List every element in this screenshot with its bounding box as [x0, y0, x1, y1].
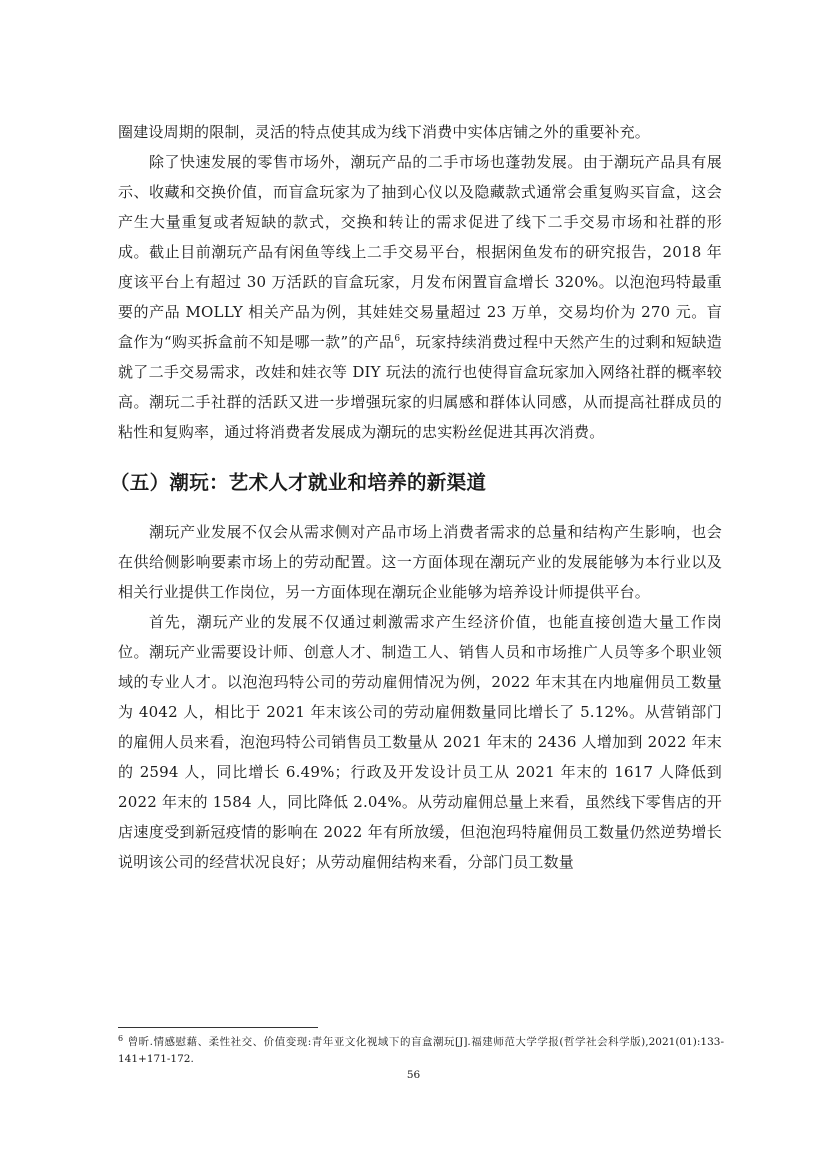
- footnote-divider: [118, 1027, 318, 1028]
- paragraph-secondhand-text: 除了快速发展的零售市场外，潮玩产品的二手市场也蓬勃发展。由于潮玩产品具有展示、收藏和交换价值，而盲盒玩家为了抽到心仪以及隐藏款式通常会重复购买盲盒，这会产生大量重复或者短缺的款式，交换和转让的需求促进了线下二手交易市场和社群的形成。截止目前潮玩产品有闲鱼等线上二手交易平台，根据闲鱼发布的研究报告，2018 年度该平台上有超过 30 万活跃的盲盒玩家，月发布闲置盲盒增长 320%。以泡泡玛特最重要的产品 MOLLY 相关产品为例，其娃娃交易量超过 23 万单，交易均价为 270 元。盲盒作为“购买拆盒前不知是哪一款”的产品: [118, 153, 722, 351]
- footnote-reference: 6: [394, 334, 401, 344]
- paragraph-secondhand-market: [118, 147, 722, 447]
- footnote-marker: 6: [118, 1033, 124, 1043]
- body-text: [110, 117, 723, 877]
- paragraph-employment: 首先，潮玩产业的发展不仅通过刺激需求产生经济价值，也能直接创造大量工作岗位。潮玩产业需要设计师、创意人才、制造工人、销售人员和市场推广人员等多个职业领域的专业人才。以泡泡玛特公司的劳动雇佣情况为例，2022 年末其在内地雇佣员工数量为 4042 人，相比于 2021 年末该公司的劳动雇佣数量同比增长了 5.12%。从营销部门的雇佣人员来看，泡泡玛特公司销售员工数量从 2021 年末的 2436 人增加到 2022 年末的 2594 人，同比增长 6.49%；行政及开发设计员工从 2021 年末的 1617 人降低到 2022 年末的 1584 人，同比降低 2.04%。从劳动雇佣总量上来看，虽然线下零售店的开店速度受到新冠疫情的影响在 2022 年有所放缓，但泡泡玛特雇佣员工数量仍然逆势增长说明该公司的经营状况良好；从劳动雇佣结构来看，分部门员工数量: [118, 613, 722, 871]
- paragraph-labor-allocation: 潮玩产业发展不仅会从需求侧对产品市场上消费者需求的总量和结构产生影响，也会在供给侧影响要素市场上的劳动配置。这一方面体现在潮玩产业的发展能够为本行业以及相关行业提供工作岗位，另一方面体现在潮玩企业能够为培养设计师提供平台。: [118, 523, 722, 601]
- paragraph-secondhand-text-cont: ，玩家持续消费过程中天然产生的过剩和短缺造就了二手交易需求，改娃和娃衣等 DIY 玩法的流行也使得盲盒玩家加入网络社群的概率较高。潮玩二手社群的活跃又进一步增强玩家的归属感和群体认同感，从而提高社群成员的粘性和复购率，通过将消费者发展成为潮玩的忠实粉丝促进其再次消费。: [118, 333, 723, 441]
- paragraph-continuation: 圈建设周期的限制，灵活的特点使其成为线下消费中实体店铺之外的重要补充。: [118, 123, 651, 141]
- footnote-text: 曾昕.情感慰藉、柔性社交、价值变现:青年亚文化视域下的盲盒潮玩[J].福建师范大学学报(哲学社会科学版),2021(01):133-141+171-172.: [118, 1036, 724, 1065]
- page-number: 56: [406, 1069, 421, 1081]
- footnote: [118, 1034, 724, 1068]
- section-heading: （五）潮玩：艺术人才就业和培养的新渠道: [110, 471, 487, 494]
